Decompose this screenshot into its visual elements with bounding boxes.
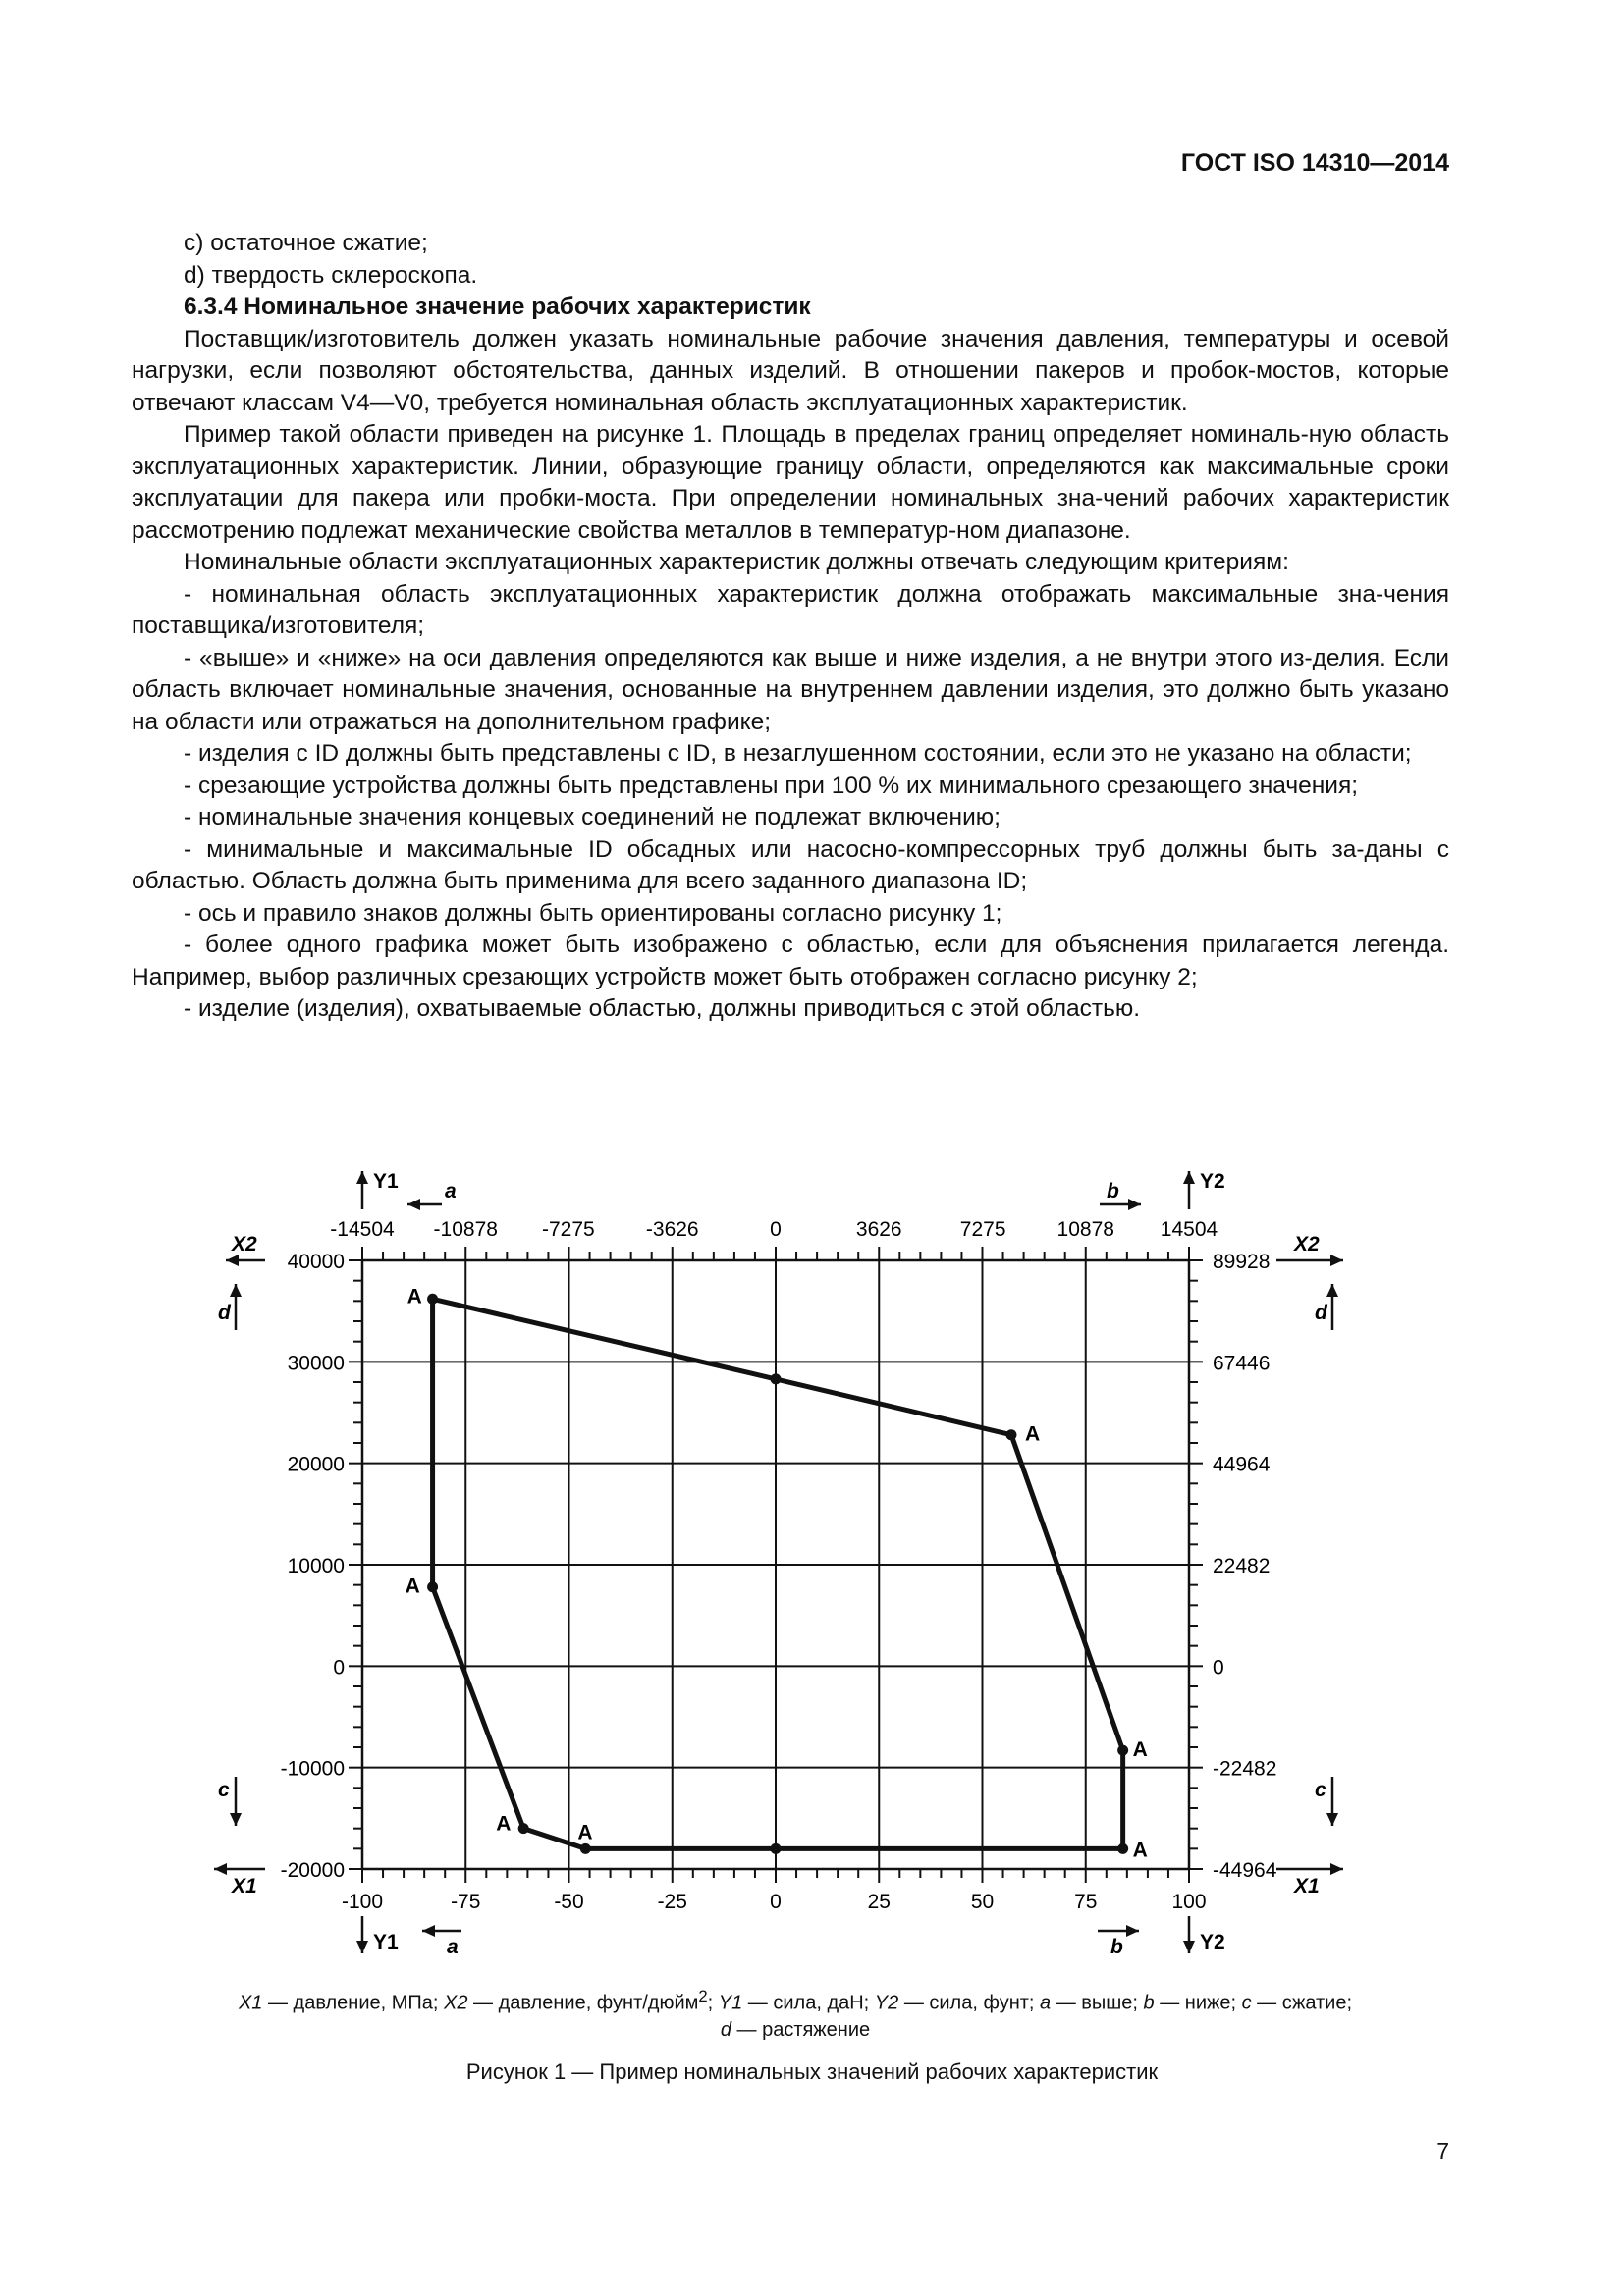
d-left-label: d (218, 1302, 231, 1324)
c-arrow-right-head (1326, 1813, 1338, 1826)
y1-tick-label: 0 (333, 1656, 345, 1680)
list-item: - номинальные значения концевых соединений не подлежат включению; (184, 804, 1001, 830)
paragraph: d) твердость склероскопа. (184, 261, 478, 289)
list-item: - изделия с ID должны быть представлены с ID, в незаглушенном состоянии, если это не указано на области; (184, 740, 1412, 767)
data-point (518, 1823, 529, 1834)
d-arrow-left-head (230, 1284, 242, 1297)
legend-y1: Y1 (718, 1992, 743, 2014)
section-heading: 6.3.4 Номинальное значение рабочих характеристик (184, 294, 811, 320)
b-arrow-bottom-head (1126, 1925, 1139, 1937)
y1-tick-label: 40000 (287, 1251, 345, 1273)
list-item: - ось и правило знаков должны быть ориентированы согласно рисунку 1; (184, 899, 1002, 927)
legend-y2-desc: — сила, фунт; (898, 1992, 1041, 2014)
x2-tick-label: 10878 (1056, 1218, 1114, 1241)
x1-arrow-right-head (1330, 1863, 1343, 1875)
x2-tick-label: -10878 (433, 1218, 498, 1241)
list-item: - номинальная область эксплуатационных характеристик должна отображать максимальные зна-чения поставщика/изготовителя; (132, 580, 1449, 639)
legend-x1-desc: — давление, МПа; (262, 1992, 445, 2014)
x1-tick-label: 50 (970, 1891, 995, 1913)
y2-arrow-up-head (1183, 1171, 1195, 1184)
d-right-label: d (1315, 1302, 1327, 1324)
x1-tick-label: -25 (657, 1891, 687, 1913)
legend-x2: X2 (444, 1992, 468, 2014)
x1-left-label: X1 (232, 1875, 257, 1897)
legend-c: c (1241, 1992, 1252, 2014)
x2-tick-label: 7275 (959, 1218, 1006, 1241)
y2-bottom-label: Y2 (1200, 1931, 1225, 1953)
x1-tick-label: 100 (1171, 1891, 1207, 1913)
y1-bottom-label: Y1 (373, 1931, 399, 1953)
x2-tick-label: 3626 (855, 1218, 902, 1241)
y2-tick-label: 22482 (1213, 1555, 1271, 1577)
y1-arrow-down-head (356, 1941, 368, 1953)
y1-tick-label: -20000 (280, 1859, 345, 1882)
point-label: A (406, 1285, 422, 1308)
paragraph: c) остаточное сжатие; (184, 230, 428, 256)
y1-tick-label: -10000 (280, 1757, 345, 1781)
x2-right-label: X2 (1294, 1233, 1320, 1255)
c-arrow-left-head (230, 1813, 242, 1826)
legend-x1: X1 (238, 1992, 263, 2014)
b-top-label: b (1107, 1180, 1119, 1202)
list-item: - срезающие устройства должны быть представлены при 100 % их минимального срезающего значения; (184, 772, 1359, 799)
figure-legend (157, 1983, 1434, 2044)
x2-arrow-left-head (226, 1255, 239, 1266)
list-item: - изделие (изделия), охватываемые областью, должны приводиться с этой областью. (184, 995, 1141, 1022)
a-top-label: a (445, 1180, 457, 1202)
paragraph: Номинальные области эксплуатационных характеристик должны отвечать следующим критериям: (184, 549, 1289, 575)
b-arrow-top-head (1128, 1199, 1141, 1210)
data-point (1005, 1429, 1016, 1440)
c-right-label: c (1315, 1779, 1326, 1801)
legend-superscript: 2 (698, 1987, 708, 2005)
y2-arrow-down-head (1183, 1941, 1195, 1953)
data-point (771, 1843, 782, 1854)
y2-tick-label: 89928 (1213, 1251, 1271, 1273)
y2-tick-label: 0 (1213, 1656, 1224, 1680)
x1-tick-label: 25 (867, 1891, 891, 1913)
point-label: A (405, 1575, 420, 1598)
point-label: A (1024, 1422, 1041, 1446)
y1-top-label: Y1 (373, 1170, 399, 1193)
y1-tick-label: 10000 (287, 1555, 345, 1577)
b-bottom-label: b (1110, 1936, 1123, 1958)
x2-tick-label: -3626 (645, 1218, 699, 1241)
data-point (1117, 1745, 1128, 1756)
point-label: A (1132, 1738, 1148, 1762)
data-point (1117, 1843, 1128, 1854)
legend-d: d (720, 2018, 731, 2041)
list-item: - более одного графика может быть изображено с областью, если для объяснения прилагается легенда. Например, выбор различных срезающих устройств может быть отображен согласно рисунку 2; (132, 932, 1449, 990)
x2-tick-label: 0 (770, 1218, 782, 1241)
y2-tick-label: 67446 (1213, 1352, 1271, 1375)
legend-x2-desc: — давление, фунт/дюйм (467, 1992, 699, 2014)
x1-right-label: X1 (1294, 1875, 1320, 1897)
legend-y1-desc: — сила, даН; (742, 1992, 875, 2014)
legend-b: b (1143, 1992, 1155, 2014)
x1-tick-label: -75 (451, 1891, 481, 1913)
legend-c-desc: — сжатие; (1251, 1992, 1353, 2014)
data-point (771, 1373, 782, 1384)
x1-tick-label: 0 (770, 1891, 782, 1913)
a-arrow-bottom-head (422, 1925, 435, 1937)
y2-top-label: Y2 (1200, 1170, 1225, 1193)
y2-tick-label: -44964 (1213, 1859, 1277, 1882)
point-label: A (577, 1821, 593, 1844)
x2-tick-label: -7275 (541, 1218, 595, 1241)
legend-y2: Y2 (874, 1992, 899, 2014)
x2-arrow-right-head (1330, 1255, 1343, 1266)
y1-tick-label: 30000 (287, 1352, 345, 1375)
d-arrow-right-head (1326, 1284, 1338, 1297)
point-label: A (496, 1812, 512, 1836)
data-point (580, 1843, 591, 1854)
list-item: - минимальные и максимальные ID обсадных или насосно-компрессорных труб должны быть за-даны с областью. Область должна быть применима для всего заданного диапазона ID; (132, 835, 1449, 894)
x1-tick-label: 75 (1074, 1891, 1098, 1913)
data-point (427, 1581, 438, 1592)
legend-sep: ; (707, 1992, 719, 2014)
document-header: ГОСТ ISO 14310—2014 (1180, 149, 1449, 177)
c-left-label: c (218, 1779, 230, 1801)
y2-tick-label: -22482 (1213, 1757, 1277, 1781)
y1-arrow-up-head (356, 1171, 368, 1184)
x1-tick-label: -100 (341, 1891, 384, 1913)
a-bottom-label: a (447, 1936, 459, 1958)
point-label: A (1132, 1839, 1148, 1862)
paragraph: Пример такой области приведен на рисунке 1. Площадь в пределах границ определяет номиналь-ную область эксплуатационных характеристик. Линии, образующие границу области, определяются как максимальные сроки эксплуатации для пакера или пробки-моста. При определении номинальных зна-чений рабочих характеристик рассмотрению подлежат механические свойства металлов в температур-ном диапазоне. (132, 421, 1449, 544)
x1-arrow-left-head (214, 1863, 227, 1875)
legend-a: a (1040, 1992, 1052, 2014)
list-item: - «выше» и «ниже» на оси давления определяются как выше и ниже изделия, а не внутри этого из-делия. Если область включает номинальные значения, основанные на внутреннем давлении изделия, это должно быть указано на области или отражаться на дополнительном графике; (132, 644, 1449, 735)
x2-tick-label: 14504 (1160, 1218, 1218, 1241)
data-point (427, 1294, 438, 1305)
legend-b-desc: — ниже; (1154, 1992, 1242, 2014)
y2-tick-label: 44964 (1213, 1453, 1271, 1476)
a-arrow-top-head (407, 1199, 420, 1210)
y1-tick-label: 20000 (287, 1453, 345, 1476)
page-number: 7 (1436, 2138, 1449, 2163)
figure-caption: Рисунок 1 — Пример номинальных значений рабочих характеристик (465, 2059, 1159, 2084)
x2-left-label: X2 (232, 1233, 257, 1255)
legend-d-desc: — растяжение (731, 2018, 871, 2041)
x2-tick-label: -14504 (330, 1218, 395, 1241)
paragraph: Поставщик/изготовитель должен указать номинальные рабочие значения давления, температуры и осевой нагрузки, если позволяют обстоятельства, данных изделий. В отношении пакеров и пробок-мостов, которые отвечают классам V4—V0, требуется номинальная область эксплуатационных характеристик. (132, 325, 1449, 416)
x1-tick-label: -50 (554, 1891, 584, 1913)
legend-a-desc: — выше; (1051, 1992, 1144, 2014)
